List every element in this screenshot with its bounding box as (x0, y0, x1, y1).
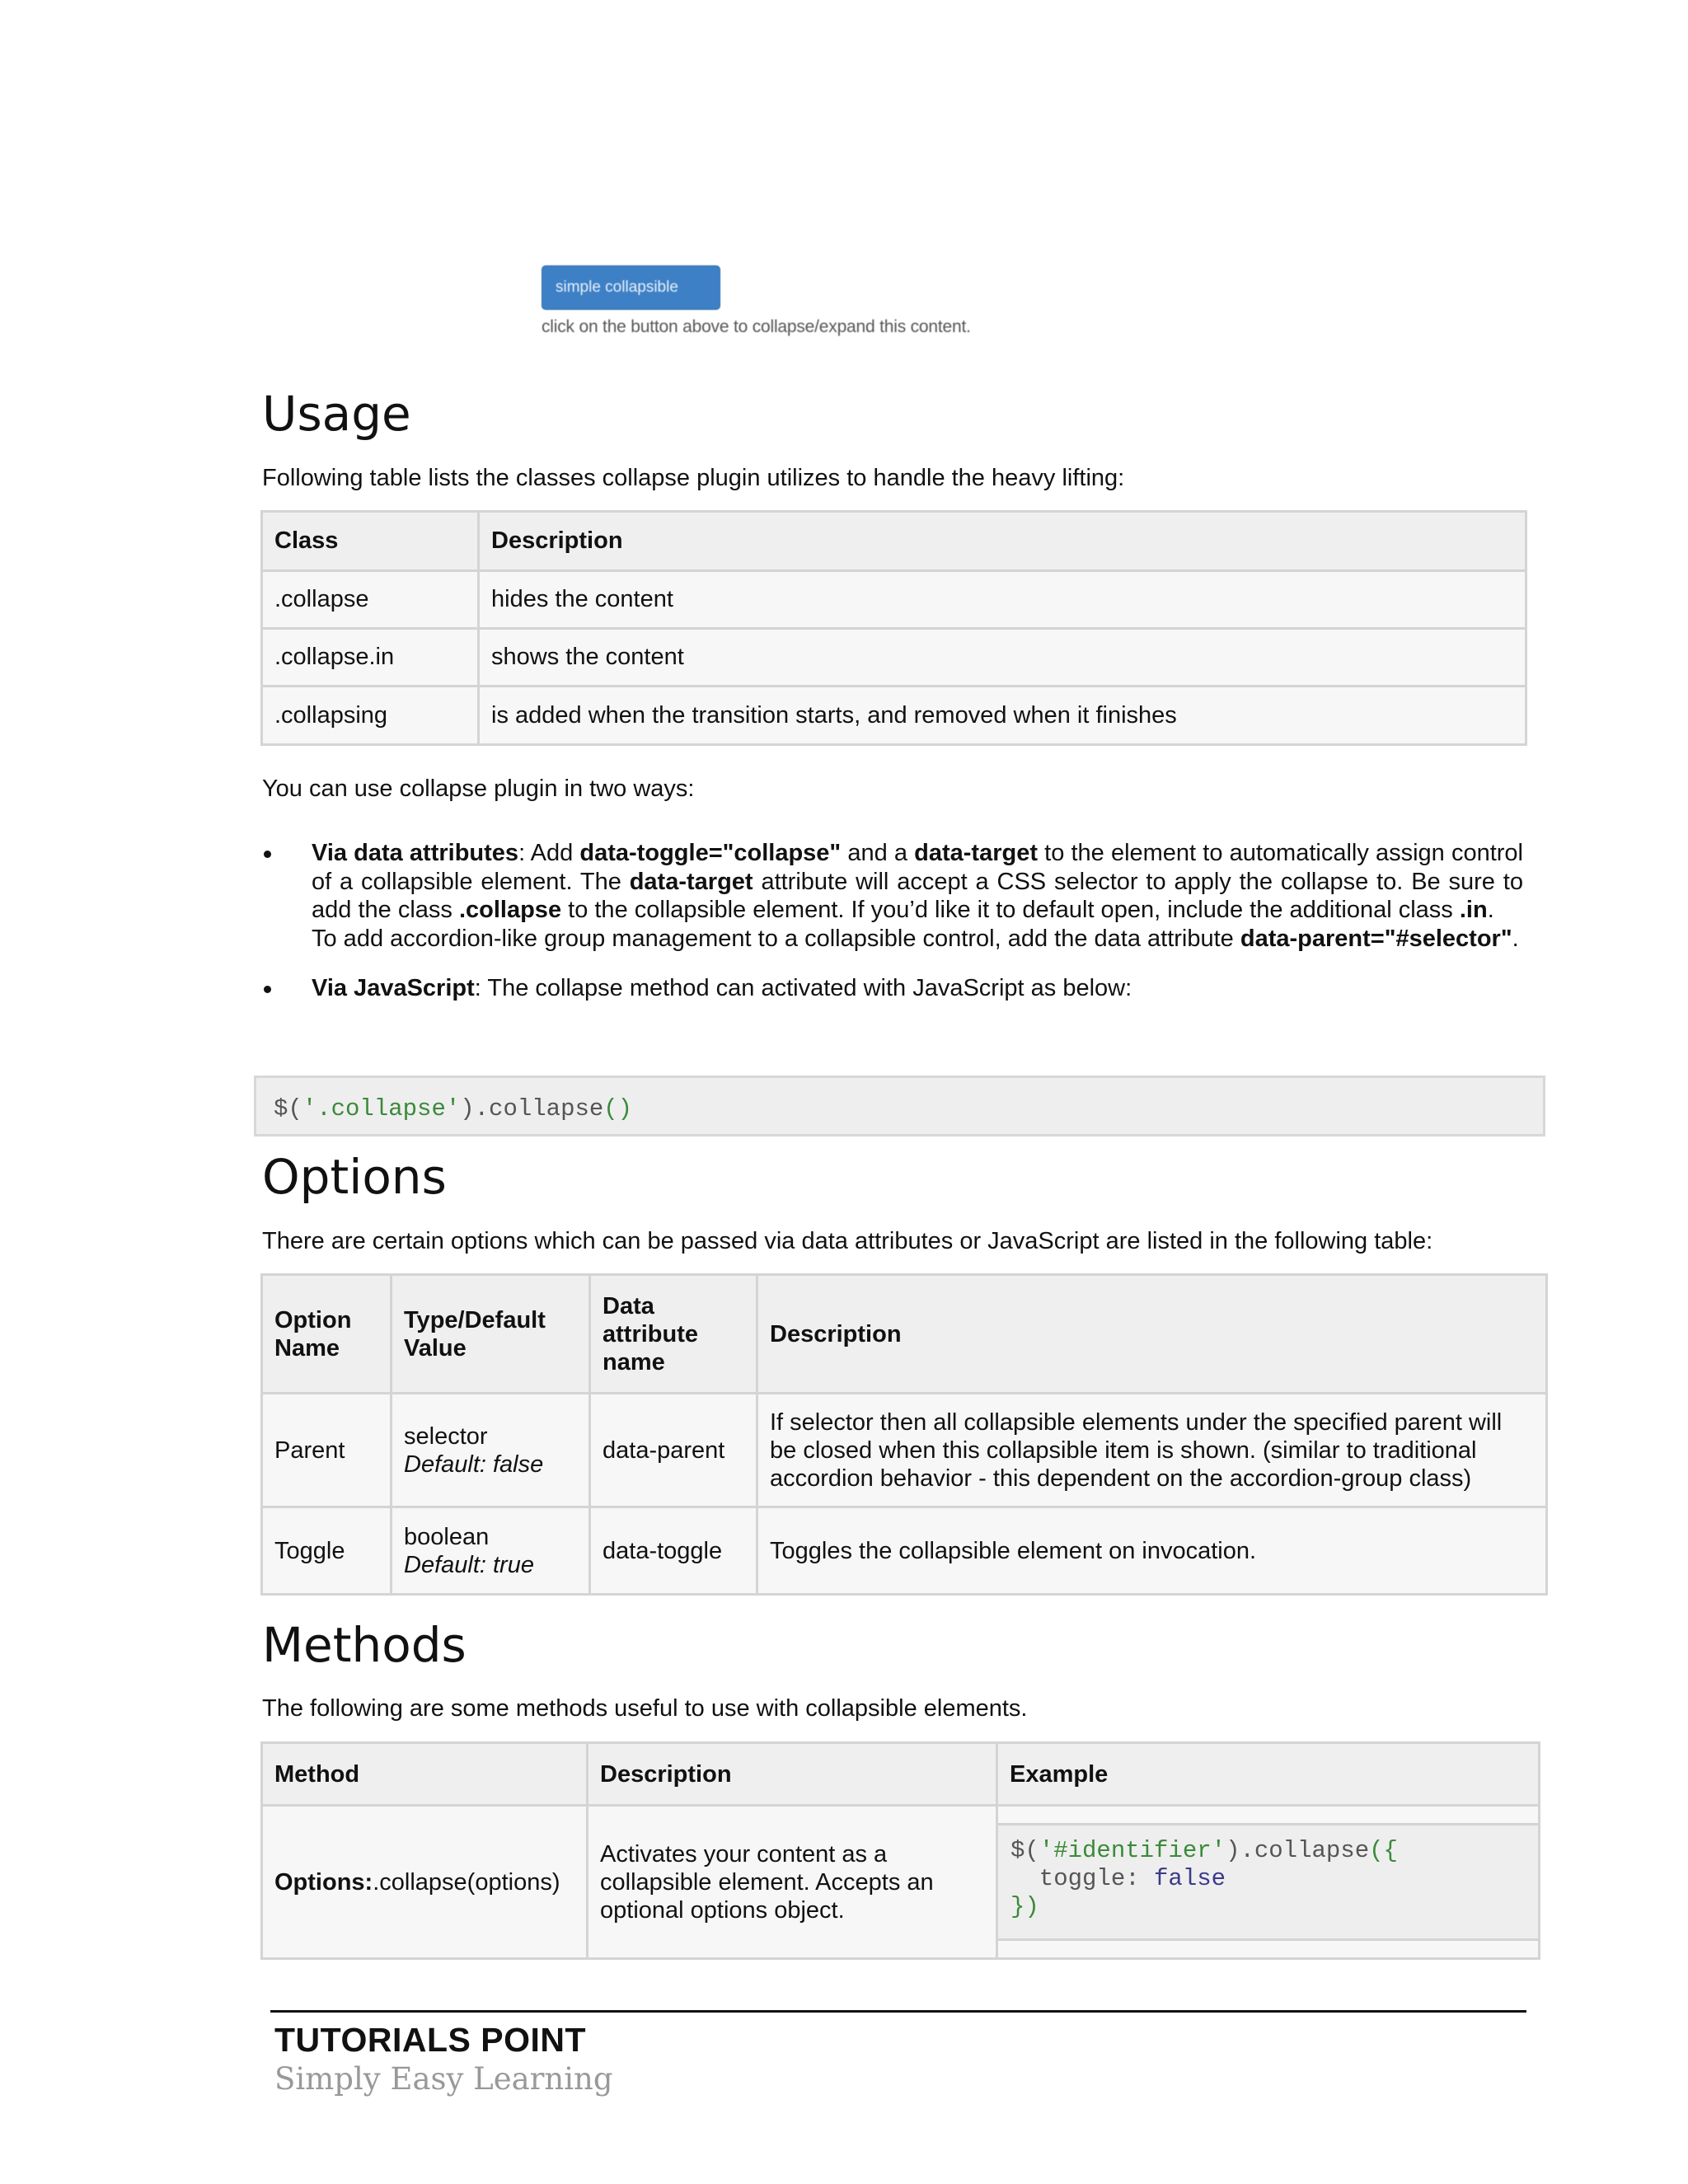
list-item: Via JavaScript: The collapse method can activated with JavaScript as below: (262, 974, 1523, 1003)
table-row (262, 1507, 1547, 1595)
bullet-lead: Via data attributes (312, 840, 519, 866)
example-cell (997, 1806, 1540, 1959)
options-heading: Options (262, 1149, 447, 1205)
options-table (260, 1273, 1548, 1596)
table-row (262, 687, 1526, 745)
table-header: Type/Default Value (392, 1275, 590, 1394)
methods-table (260, 1741, 1540, 1960)
usage-bullets (262, 839, 1523, 1003)
footer-brand: TUTORIALS POINT (274, 2021, 587, 2059)
methods-intro: The following are some methods useful to use with collapsible elements. (262, 1695, 1028, 1722)
class-cell: .collapse.in (262, 629, 479, 687)
table-row (262, 571, 1526, 629)
usage-heading: Usage (262, 386, 411, 442)
table-row (262, 629, 1526, 687)
code-block: $('.collapse').collapse() (254, 1076, 1545, 1137)
usage-intro: Following table lists the classes collapse plugin utilizes to handle the heavy lifting: (262, 465, 1125, 491)
attr-cell: data-toggle (590, 1507, 757, 1595)
table-header: Description (479, 512, 1526, 571)
table-header: Description (588, 1743, 997, 1806)
desc-cell: is added when the transition starts, and removed when it finishes (479, 687, 1526, 745)
table-header: Data attribute name (590, 1275, 757, 1394)
collapsible-demo (542, 265, 971, 337)
type-cell: selector Default: false (392, 1394, 590, 1507)
desc-cell: hides the content (479, 571, 1526, 629)
desc-cell: Activates your content as a collapsible element. Accepts an optional options object. (588, 1806, 997, 1959)
table-row (262, 1806, 1540, 1959)
options-intro: There are certain options which can be passed via data attributes or JavaScript are listed in the following table: (262, 1228, 1433, 1254)
table-header: Class (262, 512, 479, 571)
table-row (262, 1394, 1547, 1507)
attr-cell: data-parent (590, 1394, 757, 1507)
list-item: Via data attributes: Add data-toggle="collapse" and a data-target to the element to automatically assign control of a collapsible element. The data-target attribute will accept a CSS selector to apply the collapse to. Be sure to add the class .collapse to the collapsible element. If you’d like it to default open, include the additional class .in. To add accordion-like group management to a collapsible control, add the data attribute data-parent="#selector". (262, 839, 1523, 953)
ways-intro: You can use collapse plugin in two ways: (262, 776, 695, 802)
desc-cell: Toggles the collapsible element on invocation. (757, 1507, 1547, 1595)
desc-cell: shows the content (479, 629, 1526, 687)
footer-tagline: Simply Easy Learning (274, 2061, 613, 2097)
method-cell: Options:.collapse(options) (262, 1806, 588, 1959)
option-name-cell: Toggle (262, 1507, 392, 1595)
example-code: $('#identifier').collapse({ toggle: false }) (998, 1823, 1538, 1941)
option-name-cell: Parent (262, 1394, 392, 1507)
type-cell: boolean Default: true (392, 1507, 590, 1595)
simple-collapsible-button[interactable]: simple collapsible (542, 265, 720, 310)
class-cell: .collapsing (262, 687, 479, 745)
class-cell: .collapse (262, 571, 479, 629)
table-header: Example (997, 1743, 1540, 1806)
methods-heading: Methods (262, 1617, 467, 1673)
table-header: Option Name (262, 1275, 392, 1394)
demo-note: click on the button above to collapse/expand this content. (542, 317, 971, 336)
desc-cell: If selector then all collapsible elements under the specified parent will be closed when this collapsible item is shown. (similar to traditional accordion behavior - this dependent on the accordion-group class) (757, 1394, 1547, 1507)
classes-table (260, 510, 1527, 746)
bullet-lead: Via JavaScript (312, 975, 475, 1001)
table-header: Description (757, 1275, 1547, 1394)
footer-rule (270, 2010, 1526, 2013)
table-header: Method (262, 1743, 588, 1806)
